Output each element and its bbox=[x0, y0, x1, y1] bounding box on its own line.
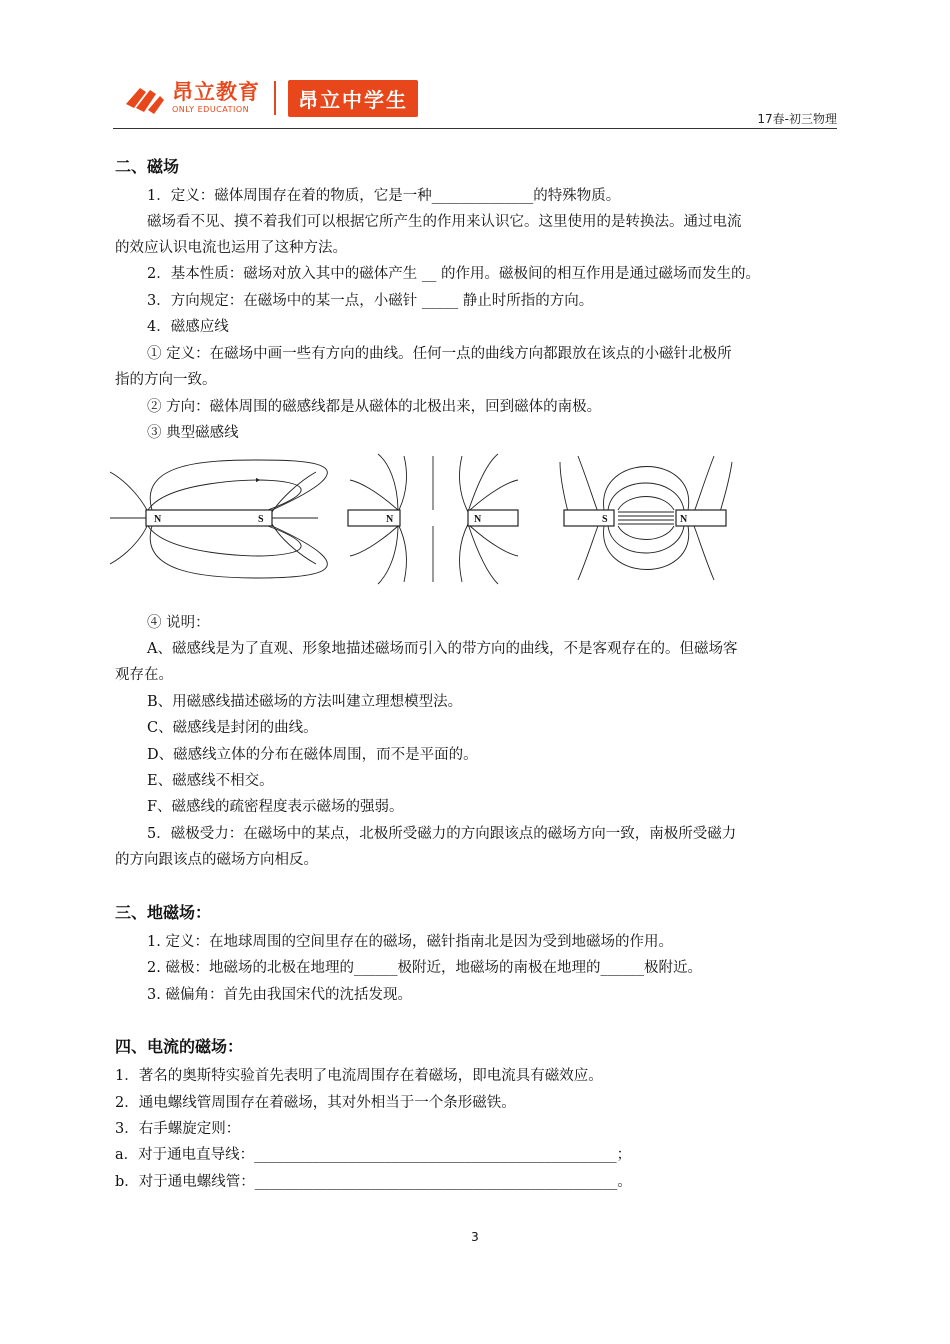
text-line: 观存在。 bbox=[115, 667, 173, 683]
page-number: 3 bbox=[471, 1230, 479, 1244]
header-rule bbox=[113, 128, 837, 129]
pole-label: S bbox=[258, 514, 264, 525]
text-line: E、磁感线不相交。 bbox=[147, 773, 274, 789]
text-line: 的效应认识电流也运用了这种方法。 bbox=[115, 240, 347, 256]
section-title: 四、电流的磁场： bbox=[115, 1037, 244, 1056]
text-line: b．对于通电螺线管：__________________________________________________。 bbox=[115, 1174, 632, 1190]
text-line: 指的方向一致。 bbox=[115, 372, 217, 388]
text-line: a．对于通电直导线：__________________________________________________； bbox=[115, 1147, 632, 1163]
section-title: 二、磁场 bbox=[115, 157, 180, 176]
text-line: 1．定义：磁体周围存在着的物质，它是一种______________的特殊物质。 bbox=[147, 188, 621, 204]
pole-label: N bbox=[474, 514, 482, 525]
brand-name: 昂立教育 bbox=[172, 80, 260, 104]
text-line: 5．磁极受力：在磁场中的某点，北极所受磁力的方向跟该点的磁场方向一致，南极所受磁力 bbox=[147, 826, 737, 842]
text-line: 3. 磁偏角：首先由我国宋代的沈括发现。 bbox=[147, 987, 412, 1003]
section-title: 三、地磁场： bbox=[115, 903, 212, 922]
text-line: 4．磁感应线 bbox=[147, 319, 229, 335]
text-line: ① 定义：在磁场中画一些有方向的曲线。任何一点的曲线方向都跟放在该点的小磁针北极所 bbox=[147, 346, 732, 362]
logo bbox=[122, 78, 418, 118]
text-line: 3．右手螺旋定则： bbox=[115, 1121, 241, 1137]
course-label: 17春-初三物理 bbox=[757, 112, 837, 126]
text-line: 2．通电螺线管周围存在着磁场，其对外相当于一个条形磁铁。 bbox=[115, 1095, 516, 1111]
brand-badge: 昂立中学生 bbox=[288, 80, 418, 117]
text-line: B、用磁感线描述磁场的方法叫建立理想模型法。 bbox=[147, 694, 463, 710]
text-line: A、磁感线是为了直观、形象地描述磁场而引入的带方向的曲线，不是客观存在的。但磁场客 bbox=[147, 641, 738, 657]
text-line: C、磁感线是封闭的曲线。 bbox=[147, 720, 318, 736]
text-line: ② 方向：磁体周围的磁感线都是从磁体的北极出来，回到磁体的南极。 bbox=[147, 399, 602, 415]
pole-label: N bbox=[680, 514, 688, 525]
text-line: F、磁感线的疏密程度表示磁场的强弱。 bbox=[147, 799, 404, 815]
text-line: 2．基本性质：磁场对放入其中的磁体产生 __ 的作用。磁极间的相互作用是通过磁场而发生的。 bbox=[147, 266, 760, 282]
text-line: ④ 说明： bbox=[147, 615, 210, 631]
text-line: 的方向跟该点的磁场方向相反。 bbox=[115, 852, 318, 868]
magnetic-field-figures bbox=[108, 452, 840, 588]
pole-label: N bbox=[386, 514, 394, 525]
logo-divider bbox=[274, 81, 276, 115]
text-line: ③ 典型磁感线 bbox=[147, 425, 239, 441]
text-line: 1. 定义：在地球周围的空间里存在的磁场，磁针指南北是因为受到地磁场的作用。 bbox=[147, 934, 673, 950]
text-line: 2. 磁极：地磁场的北极在地理的______极附近，地磁场的南极在地理的______极附近。 bbox=[147, 960, 702, 976]
brand-english: ONLY EDUCATION bbox=[172, 105, 250, 114]
text-line: D、磁感线立体的分布在磁体周围，而不是平面的。 bbox=[147, 747, 478, 763]
text-line: 3．方向规定：在磁场中的某一点，小磁针 _____ 静止时所指的方向。 bbox=[147, 293, 594, 309]
pole-label: S bbox=[602, 514, 608, 525]
brand-logo-icon bbox=[122, 80, 166, 116]
text-line: 磁场看不见、摸不着我们可以根据它所产生的作用来认识它。这里使用的是转换法。通过电流 bbox=[147, 214, 742, 230]
pole-label: N bbox=[154, 514, 162, 525]
text-line: 1．著名的奥斯特实验首先表明了电流周围存在着磁场，即电流具有磁效应。 bbox=[115, 1068, 603, 1084]
